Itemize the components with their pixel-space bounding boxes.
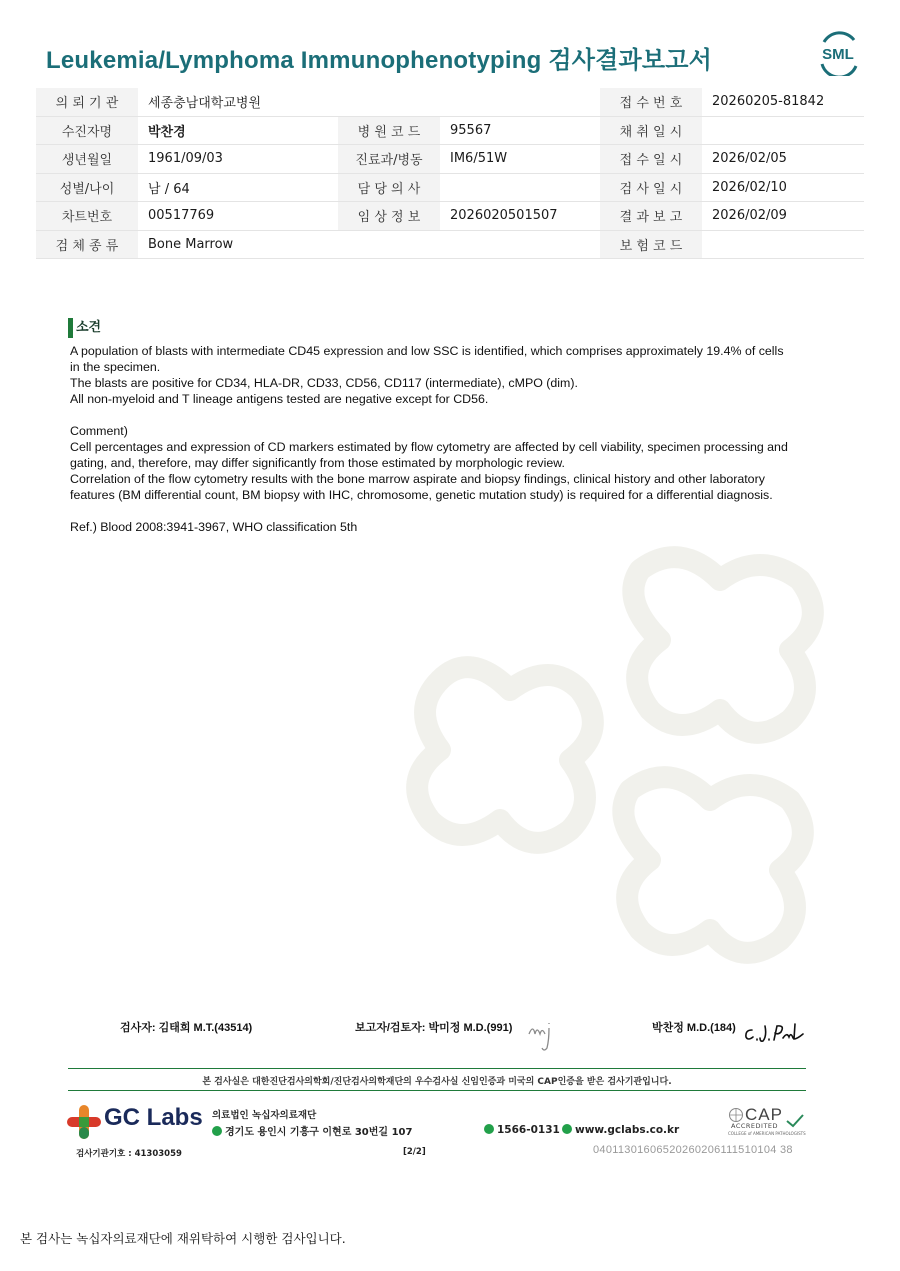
gc-cross-logo-icon bbox=[66, 1104, 102, 1140]
location-pin-icon bbox=[212, 1126, 222, 1136]
info-value: 2026020501507 bbox=[440, 202, 600, 231]
address bbox=[212, 1123, 412, 1138]
report-title: Leukemia/Lymphoma Immunophenotyping 검사결과보고서 bbox=[46, 47, 713, 74]
info-value: 세종충남대학교병원 bbox=[138, 88, 338, 116]
info-value: 00517769 bbox=[138, 202, 338, 231]
info-row bbox=[36, 88, 864, 116]
institution-number: 검사기관기호 : 41303059 bbox=[76, 1149, 182, 1159]
info-row bbox=[36, 230, 864, 259]
info-label: 담 당 의 사 bbox=[338, 173, 440, 202]
info-value: 박찬경 bbox=[138, 116, 338, 145]
finding-line: A population of blasts with intermediate CD45 expression and low SSC is identified, which comprises approximately 19.4% of cells in the specimen. bbox=[70, 344, 784, 374]
info-value bbox=[440, 230, 600, 259]
info-label: 의 뢰 기 관 bbox=[36, 88, 138, 116]
cap-accredited: ACCREDITED bbox=[731, 1122, 779, 1130]
info-label: 채 취 일 시 bbox=[600, 116, 702, 145]
info-value: IM6/51W bbox=[440, 145, 600, 174]
reporter-handwritten-signature bbox=[527, 1018, 563, 1054]
info-label: 차트번호 bbox=[36, 202, 138, 231]
info-label: 성별/나이 bbox=[36, 173, 138, 202]
info-value: Bone Marrow bbox=[138, 230, 338, 259]
website-text: www.gclabs.co.kr bbox=[575, 1124, 680, 1136]
reference-line: Ref.) Blood 2008:3941-3967, WHO classification 5th bbox=[70, 520, 358, 534]
findings-heading bbox=[68, 316, 101, 338]
findings-heading-text: 소견 bbox=[76, 320, 102, 335]
finding-line: The blasts are positive for CD34, HLA-DR, CD33, CD56, CD117 (intermediate), cMPO (dim). bbox=[70, 376, 578, 390]
website bbox=[562, 1124, 679, 1136]
gc-labs-brand: GC Labs bbox=[104, 1104, 203, 1131]
checkmark-icon bbox=[786, 1114, 804, 1128]
section-marker bbox=[68, 318, 73, 338]
sml-logo bbox=[814, 30, 862, 76]
footer-divider-top bbox=[68, 1068, 806, 1069]
outsourcing-note: 본 검사는 녹십자의료재단에 재위탁하여 시행한 검사입니다. bbox=[20, 1231, 346, 1246]
info-row bbox=[36, 145, 864, 174]
info-label: 검 사 일 시 bbox=[600, 173, 702, 202]
info-value bbox=[702, 230, 864, 259]
sml-logo-text: SML bbox=[822, 46, 854, 63]
info-value: 2026/02/09 bbox=[702, 202, 864, 231]
info-row bbox=[36, 173, 864, 202]
info-value: 2026/02/05 bbox=[702, 145, 864, 174]
info-value: 20260205-81842 bbox=[702, 88, 864, 116]
certification-note: 본 검사실은 대한진단검사의학회/진단검사의학재단의 우수검사실 신임인증과 미국의 CAP인증을 받은 검사기관입니다. bbox=[202, 1077, 672, 1087]
info-row bbox=[36, 116, 864, 145]
corporation-name: 의료법인 녹십자의료재단 bbox=[212, 1110, 317, 1121]
document-serial: 04011301606520260206111510104 38 bbox=[593, 1144, 793, 1156]
info-row bbox=[36, 202, 864, 231]
tester-signature: 검사자: 김태희 M.T.(43514) bbox=[120, 1022, 253, 1034]
comment-label: Comment) bbox=[70, 424, 128, 438]
info-label: 검 체 종 류 bbox=[36, 230, 138, 259]
info-label: 결 과 보 고 bbox=[600, 202, 702, 231]
reporter-signature: 보고자/검토자: 박미정 M.D.(991) bbox=[355, 1022, 513, 1034]
info-label: 수진자명 bbox=[36, 116, 138, 145]
cap-globe-icon bbox=[728, 1107, 744, 1123]
info-label: 접 수 번 호 bbox=[600, 88, 702, 116]
info-label: 임 상 정 보 bbox=[338, 202, 440, 231]
physician-signature: 박찬정 M.D.(184) bbox=[652, 1022, 736, 1034]
info-label: 진료과/병동 bbox=[338, 145, 440, 174]
info-value bbox=[440, 173, 600, 202]
address-text: 경기도 용인시 기흥구 이현로 30번길 107 bbox=[225, 1127, 413, 1138]
info-value bbox=[440, 88, 600, 116]
info-label: 생년월일 bbox=[36, 145, 138, 174]
patient-info-table bbox=[36, 88, 864, 259]
footer-divider-bottom bbox=[68, 1090, 806, 1091]
info-value: 2026/02/10 bbox=[702, 173, 864, 202]
info-label: 보 험 코 드 bbox=[600, 230, 702, 259]
physician-handwritten-signature bbox=[743, 1020, 805, 1044]
cap-subtitle: COLLEGE of AMERICAN PATHOLOGISTS bbox=[728, 1131, 806, 1136]
info-value: 95567 bbox=[440, 116, 600, 145]
cap-logo-text: CAP bbox=[745, 1105, 783, 1124]
info-label: 병 원 코 드 bbox=[338, 116, 440, 145]
phone-number bbox=[484, 1124, 560, 1136]
comment-line: Correlation of the flow cytometry results with the bone marrow aspirate and biopsy findings, clinical history and other laboratory features (BM differential count, BM biopsy with IHC, chromosome, genetic mutation study) is required for a differential diagnosis. bbox=[70, 472, 773, 502]
info-value bbox=[702, 116, 864, 145]
info-label: 접 수 일 시 bbox=[600, 145, 702, 174]
page-number: [2/2] bbox=[403, 1147, 426, 1157]
info-value: 남 / 64 bbox=[138, 173, 338, 202]
info-label bbox=[338, 230, 440, 259]
phone-text: 1566-0131 bbox=[497, 1124, 560, 1136]
findings-body bbox=[70, 343, 790, 535]
finding-line: All non-myeloid and T lineage antigens tested are negative except for CD56. bbox=[70, 392, 489, 406]
comment-line: Cell percentages and expression of CD markers estimated by flow cytometry are affected by cell viability, specimen processing and gating, and, therefore, may differ significantly from those estimated by morphologic review. bbox=[70, 440, 788, 470]
info-label bbox=[338, 88, 440, 116]
home-icon bbox=[562, 1124, 572, 1134]
info-value: 1961/09/03 bbox=[138, 145, 338, 174]
cross-watermark-icon bbox=[380, 540, 850, 970]
phone-icon bbox=[484, 1124, 494, 1134]
